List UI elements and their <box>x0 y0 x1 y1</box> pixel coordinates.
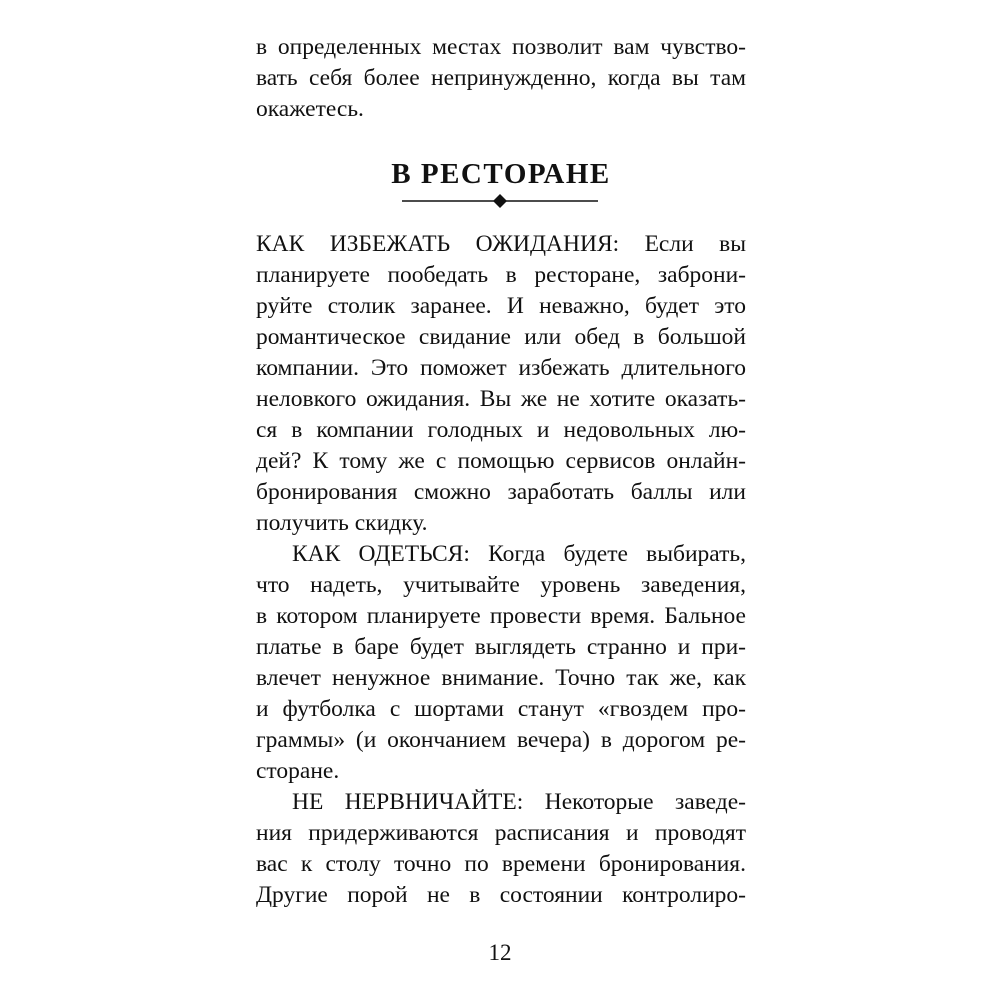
paragraph-line: получить скидку. <box>256 510 428 536</box>
paragraph-line: и футболка с шортами станут «гвоздем про- <box>256 696 746 722</box>
paragraph-line: романтическое свидание или обед в большой <box>256 324 746 350</box>
paragraph-line: платье в баре будет выглядеть странно и при- <box>256 634 746 660</box>
page-number: 12 <box>488 940 512 965</box>
intro-line: в определенных местах позволит вам чувство- <box>256 34 746 60</box>
paragraph-line: что надеть, учитывайте уровень заведения, <box>256 572 746 598</box>
intro-line: вать себя более непринужденно, когда вы там <box>256 65 746 91</box>
paragraph-line: бронирования сможно заработать баллы или <box>256 479 746 505</box>
paragraph-line: ния придерживаются расписания и проводят <box>256 820 746 846</box>
paragraph-line: ся в компании голодных и недовольных лю- <box>256 417 746 443</box>
paragraph-line: планируете пообедать в ресторане, заброни- <box>256 262 746 288</box>
paragraph-line: граммы» (и окончанием вечера) в дорогом ре- <box>256 727 746 753</box>
diamond-divider-icon <box>402 191 598 211</box>
paragraph-line: сторане. <box>256 758 340 784</box>
paragraph-line: КАК ОДЕТЬСЯ: Когда будете выбирать, <box>292 541 746 567</box>
paragraph-line: в котором планируете провести время. Бальное <box>256 603 746 629</box>
paragraph-line: компании. Это поможет избежать длительного <box>256 355 746 381</box>
intro-line: окажетесь. <box>256 96 364 122</box>
paragraph-line: НЕ НЕРВНИЧАЙТЕ: Некоторые заведе- <box>292 789 746 815</box>
paragraph-line: вас к столу точно по времени бронирования. <box>256 851 746 877</box>
paragraph-line: КАК ИЗБЕЖАТЬ ОЖИДАНИЯ: Если вы <box>256 231 746 257</box>
paragraph-line: неловкого ожидания. Вы же не хотите оказать- <box>256 386 746 412</box>
section-title: В РЕСТОРАНЕ <box>391 158 611 190</box>
paragraph-line: руйте столик заранее. И неважно, будет это <box>256 293 746 319</box>
paragraph-line: дей? К тому же с помощью сервисов онлайн- <box>256 448 746 474</box>
paragraph-line: Другие порой не в состоянии контролиро- <box>256 882 746 908</box>
paragraph-line: влечет ненужное внимание. Точно так же, как <box>256 665 746 691</box>
